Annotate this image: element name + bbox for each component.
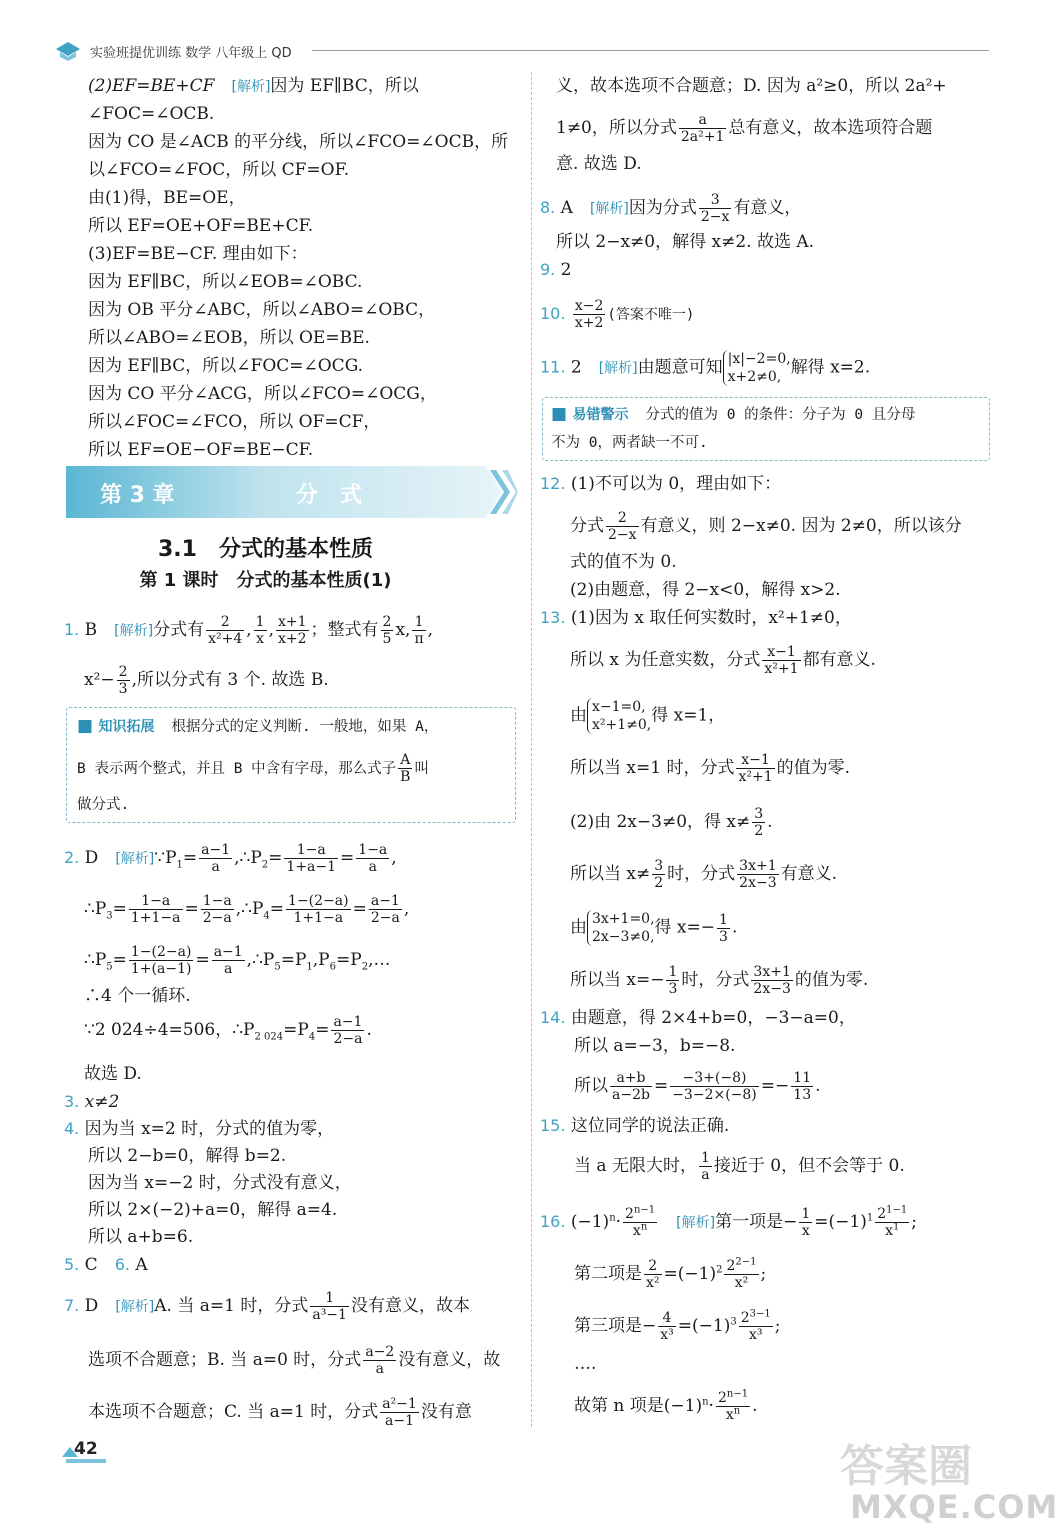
left-line: (3)EF=BE−CF. 理由如下：: [88, 244, 308, 264]
answer-10: 10. $\frac{x-2}{x+2}$ (答案不唯一): [540, 298, 695, 331]
common-mistake-note: ■ 易错警示 分式的值为 0 的条件：分子为 0 且分母 不为 0，两者缺一不可.: [542, 397, 990, 461]
answer-2: 2. D [解析]$\because P_1=$ $\frac{a-1}{a}$ $,\therefore P_2=$ $\frac{1-a}{1+a-1}$ = $\frac{1-a}{a}$ ,: [64, 842, 397, 875]
left-line: 所以 EF=OE+OF=BE+CF.: [88, 216, 314, 236]
answer-3: 3. x≠2: [64, 1092, 120, 1112]
knowledge-note: ■ 知识拓展 根据分式的定义判断. 一般地，如果 A， B 表示两个整式，并且 B 中含有字母，那么式子 $\frac{A}{B}$ 叫 做分式.: [66, 707, 516, 823]
header-rule: [312, 50, 989, 51]
answer-2-line: 故选 D.: [84, 1064, 142, 1084]
answer-1: 1. B [解析]分式有 $\frac{2}{\text{x²+4}}$ , $\frac{1}{x}$ , $\frac{x+1}{x+2}$ ；整式有 $\frac{2}{5}$ x, $\frac{1}{\pi}$ ,: [64, 614, 434, 647]
answer-13-line: 由 3x+1=0, 2x−3≠0, 得 x=− $\frac{1}{3}$ .: [570, 911, 738, 945]
answer-2-line: $\therefore P_3=$ $\frac{1-a}{1+1-a}$ = $\frac{1-a}{2-a}$ $,\therefore P_4=$ $\frac{1-(2-a)}{1+1-a}$ = $\frac{a-1}{2-a}$ ,: [84, 893, 410, 926]
answer-16-line: ….: [574, 1354, 597, 1374]
left-line: 以∠FCO=∠FOC，所以 CF=OF.: [88, 160, 350, 180]
answer-13-line: 所以当 x≠ $\frac{3}{2}$ 时，分式 $\frac{3x+1}{2x-3}$ 有意义.: [570, 858, 838, 891]
answer-11: 11. 2 [解析]由题意可知 |x|−2=0, x+2≠0, 解得 x=2.: [540, 351, 871, 385]
section-title: 3.1 分式的基本性质: [158, 537, 373, 562]
answer-14-line: 所以 a=−3，b=−8.: [574, 1036, 736, 1056]
answer-2-line: ∴4 个一循环.: [84, 986, 191, 1006]
answer-8-line: 所以 2−x≠0，解得 x≠2. 故选 A.: [556, 232, 815, 252]
answer-4-line: 所以 2−b=0，解得 b=2.: [88, 1146, 287, 1166]
answer-13-line: 所以当 x=1 时，分式 $\frac{x-1}{\text{x²+1}}$ 的值为零.: [570, 752, 851, 785]
answer-1-cont: x²− $\frac{2}{3}$ ,所以分式有 3 个. 故选 B.: [84, 664, 329, 697]
left-line: 因为 EF∥BC，所以∠EOB=∠OBC.: [88, 272, 363, 292]
book-title: 实验班提优训练 数学 八年级上 QD: [90, 46, 292, 61]
chapter-label: 第 3 章: [100, 483, 175, 508]
answer-9: 9. 2: [540, 260, 572, 280]
answer-13-line: (2)由 2x−3≠0，得 x≠ $\frac{3}{2}$ .: [570, 806, 773, 839]
answer-7-line: 本选项不合题意；C. 当 a=1 时，分式 $\frac{\text{a²−1}}{a-1}$ 没有意: [88, 1396, 472, 1429]
answer-4: 4. 因为当 x=2 时，分式的值为零，: [64, 1119, 335, 1139]
answer-4-line: 所以 2×(−2)+a=0，解得 a=4.: [88, 1200, 338, 1220]
chapter-banner: [66, 466, 518, 518]
warning-icon: ■: [551, 404, 568, 424]
page-header: [54, 40, 989, 62]
answer-16-line: 第三项是− $\frac{4}{\text{x³}}$ $=(-1)^3$ $\frac{2^{3-1}}{\text{x³}}$ ;: [574, 1308, 781, 1343]
left-line: 因为 CO 是∠ACB 的平分线，所以∠FCO=∠OCB，所: [88, 132, 509, 152]
left-line: 因为 CO 平分∠ACG，所以∠FCO=∠OCG，: [88, 384, 437, 404]
column-divider: [531, 72, 532, 1427]
left-line: 所以 EF=OE−OF=BE−CF.: [88, 440, 314, 460]
book-logo-icon: [54, 40, 82, 62]
chapter-title: 分 式: [296, 483, 363, 508]
answer-15: 15. 这位同学的说法正确.: [540, 1116, 730, 1136]
answer-13-line: 所以 x 为任意实数，分式 $\frac{x-1}{\text{x²+1}}$ 都有意义.: [570, 644, 876, 677]
answer-13-line: 由 x−1=0, x²+1≠0, 得 x=1，: [570, 699, 726, 733]
answer-13-line: 所以当 x=− $\frac{1}{3}$ 时，分式 $\frac{3x+1}{2x-3}$ 的值为零.: [570, 964, 869, 997]
answer-8: 8. A [解析]因为分式 $\frac{3}{2-x}$ 有意义，: [540, 192, 802, 225]
left-line: 所以∠FOC=∠FCO，所以 OF=CF，: [88, 412, 381, 432]
answer-13: 13. (1)因为 x 取任何实数时，x²+1≠0，: [540, 608, 852, 628]
left-line: 因为 EF∥BC，所以∠FOC=∠OCG.: [88, 356, 364, 376]
answer-16-line: 第二项是 $\frac{2}{\text{x²}}$ $=(-1)^2$ $\frac{2^{2-1}}{\text{x²}}$ ;: [574, 1256, 767, 1291]
answer-16: 16. $(-1)^n\cdot$ $\frac{2^{n-1}}{x^n}$ [解析]第一项是− $\frac{1}{x}$ $=(-1)^1$ $\frac{2^{1-1}}{x^1}$ ;: [540, 1204, 917, 1239]
answer-16-line: 故第 n 项是$(-1)^n\cdot$ $\frac{2^{n-1}}{x^n}$ .: [574, 1388, 758, 1423]
answer-15-line: 当 a 无限大时， $\frac{1}{a}$ 接近于 0，但不会等于 0.: [574, 1150, 905, 1183]
answer-12-line: 式的值不为 0.: [570, 552, 677, 572]
right-line: 义，故本选项不合题意；D. 因为 a²≥0，所以 2a²+: [556, 76, 947, 96]
answer-5-6: 5. C 6. A: [64, 1255, 148, 1275]
right-line: 1≠0，所以分式 $\frac{a}{\text{2a²+1}}$ 总有意义，故本选项符合题: [556, 112, 933, 145]
answer-4-line: 所以 a+b=6.: [88, 1227, 194, 1247]
answer-2-line: $\therefore P_5=$ $\frac{1-(2-a)}{1+(a-1)}$ = $\frac{a-1}{a}$ $,\therefore P_5=P_1,P_6=P_2,\dots$: [84, 944, 391, 977]
answer-4-line: 因为当 x=−2 时，分式没有意义，: [88, 1173, 352, 1193]
answer-2-line: ∵2 024÷4=506，$\therefore P_{2 024}=P_4=$ $\frac{a-1}{2-a}$ .: [84, 1014, 372, 1047]
answer-12-line: (2)由题意，得 2−x<0，解得 x>2.: [570, 580, 841, 600]
left-line: (2)EF=BE+CF [解析]因为 EF∥BC，所以: [88, 76, 419, 96]
left-line: ∠FOC=∠OCB.: [88, 104, 215, 124]
left-line: 由(1)得，BE=OE，: [88, 188, 246, 208]
answer-7-line: 选项不合题意；B. 当 a=0 时，分式 $\frac{a-2}{a}$ 没有意义，故: [88, 1344, 501, 1377]
lesson-subtitle: 第 1 课时 分式的基本性质(1): [139, 570, 392, 591]
answer-12-line: 分式 $\frac{2}{2-x}$ 有意义，则 2−x≠0. 因为 2≠0，所以该分: [570, 510, 962, 543]
right-line: 意. 故选 D.: [556, 154, 642, 174]
left-line: 所以∠ABO=∠EOB，所以 OE=BE.: [88, 328, 370, 348]
watermark: 答案圈 MXQE.COM: [840, 1441, 1058, 1526]
answer-14-line: 所以 $\frac{a+b}{a-2b}$ = $\frac{-3+(-8)}{-3-2\times(-8)}$ =− $\frac{11}{13}$ .: [574, 1070, 821, 1103]
answer-14: 14. 由题意，得 2×4+b=0，−3−a=0，: [540, 1008, 856, 1028]
answer-12: 12. (1)不可以为 0，理由如下：: [540, 474, 782, 494]
knowledge-note-icon: ■: [77, 716, 94, 736]
answer-7: 7. D [解析]A. 当 a=1 时，分式 $\frac{1}{\text{a³−1}}$ 没有意义，故本: [64, 1290, 470, 1323]
left-line: 因为 OB 平分∠ABC，所以∠ABO=∠OBC，: [88, 300, 436, 320]
page-number: 42: [62, 1437, 122, 1472]
